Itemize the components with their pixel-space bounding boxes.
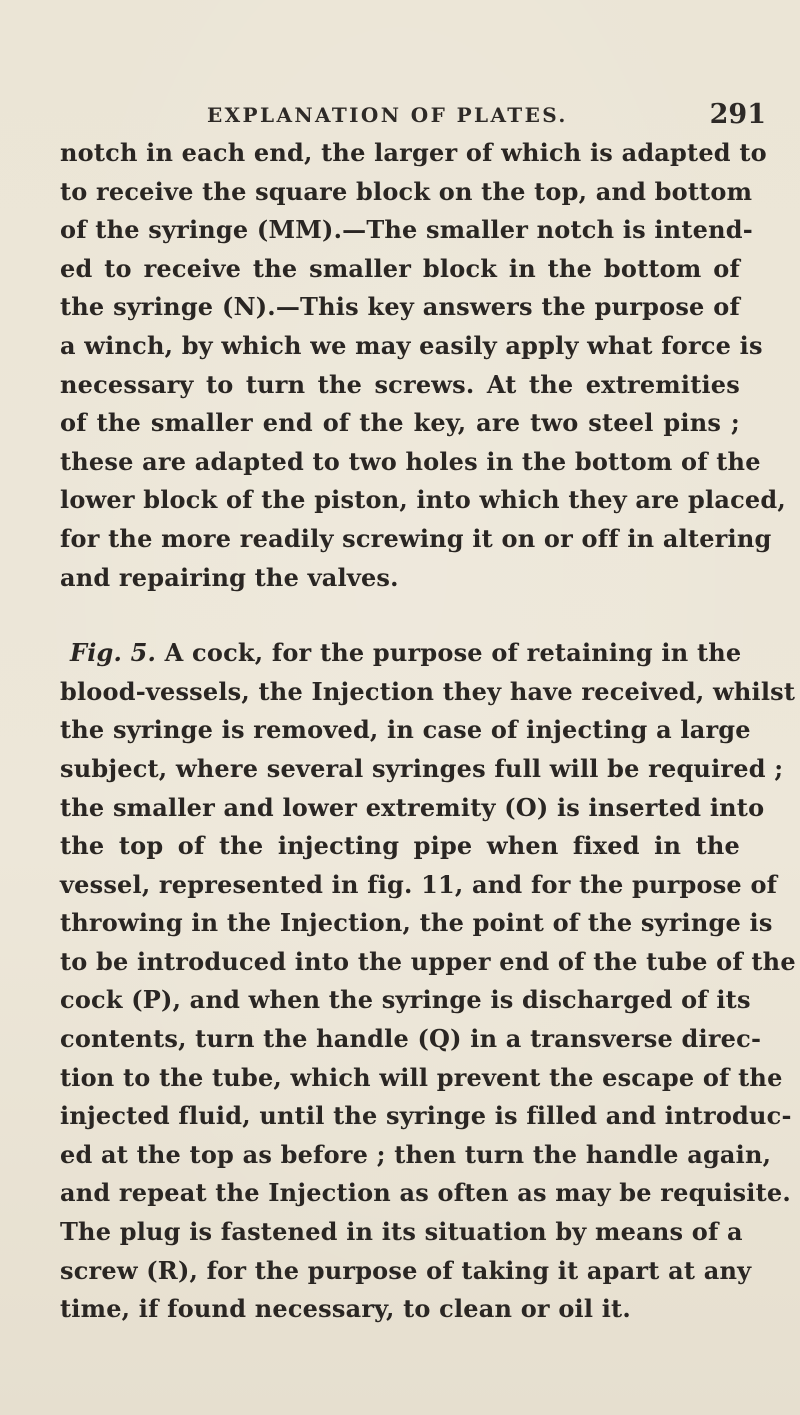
page-number: 291 <box>709 99 766 130</box>
text-line: time, if found necessary, to clean or oil it. <box>60 1294 631 1324</box>
text-line: the syringe is removed, in case of injecting a large <box>60 715 751 745</box>
paragraph-fig-5 <box>60 634 796 1329</box>
paragraph-key-description <box>60 134 786 597</box>
text-line: notch in each end, the larger of which is adapted to <box>60 138 767 167</box>
text-line-first <box>70 634 740 673</box>
text-line: cock (P), and when the syringe is discharged of its <box>60 985 751 1015</box>
running-title: EXPLANATION OF PLATES. <box>207 103 568 127</box>
text-line: and repairing the valves. <box>60 562 399 592</box>
text-line: the smaller and lower extremity (O) is inserted into <box>60 792 765 822</box>
text-line: tion to the tube, which will prevent the escape of the <box>60 1062 783 1092</box>
text-line: lower block of the piston, into which they are placed, <box>60 485 786 515</box>
text-line: and repeat the Injection as often as may be requisite. <box>60 1178 791 1208</box>
text-line: ed at the top as before ; then turn the handle again, <box>60 1139 772 1169</box>
text-line: these are adapted to two holes in the bottom of the <box>60 446 761 476</box>
figure-label: Fig. 5. <box>70 638 157 668</box>
body-text <box>60 134 796 1329</box>
text-line: injected fluid, until the syringe is filled and introduc- <box>60 1101 792 1131</box>
text-line: blood-vessels, the Injection they have received, whilst <box>60 676 796 706</box>
text-line: a winch, by which we may easily apply what force is <box>60 330 763 360</box>
text-line: the syringe (N).—This key answers the purpose of <box>60 292 740 322</box>
text-line: of the syringe (MM).—The smaller notch is intend- <box>60 215 753 245</box>
text-line: throwing in the Injection, the point of the syringe is <box>60 908 773 938</box>
text-line: The plug is fastened in its situation by means of a <box>60 1217 743 1247</box>
text-line: of the smaller end of the key, are two steel pins ; <box>60 408 740 438</box>
text-line: ed to receive the smaller block in the bottom of <box>60 253 740 283</box>
first-line-text: A cock, for the purpose of retaining in the <box>164 638 742 668</box>
running-head <box>0 99 800 133</box>
text-line: to receive the square block on the top, and bottom <box>60 176 753 206</box>
text-line: screw (R), for the purpose of taking it apart at any <box>60 1255 752 1285</box>
text-line: contents, turn the handle (Q) in a transverse direc- <box>60 1024 762 1054</box>
text-line: vessel, represented in fig. 11, and for the purpose of <box>60 869 778 899</box>
text-line: necessary to turn the screws. At the extremities <box>60 369 740 399</box>
text-line: the top of the injecting pipe when fixed in the <box>60 831 740 861</box>
paragraph-gap <box>60 597 740 634</box>
text-line: to be introduced into the upper end of the tube of the <box>60 946 796 976</box>
text-line: for the more readily screwing it on or off in altering <box>60 523 772 553</box>
text-line: subject, where several syringes full will be required ; <box>60 753 784 783</box>
